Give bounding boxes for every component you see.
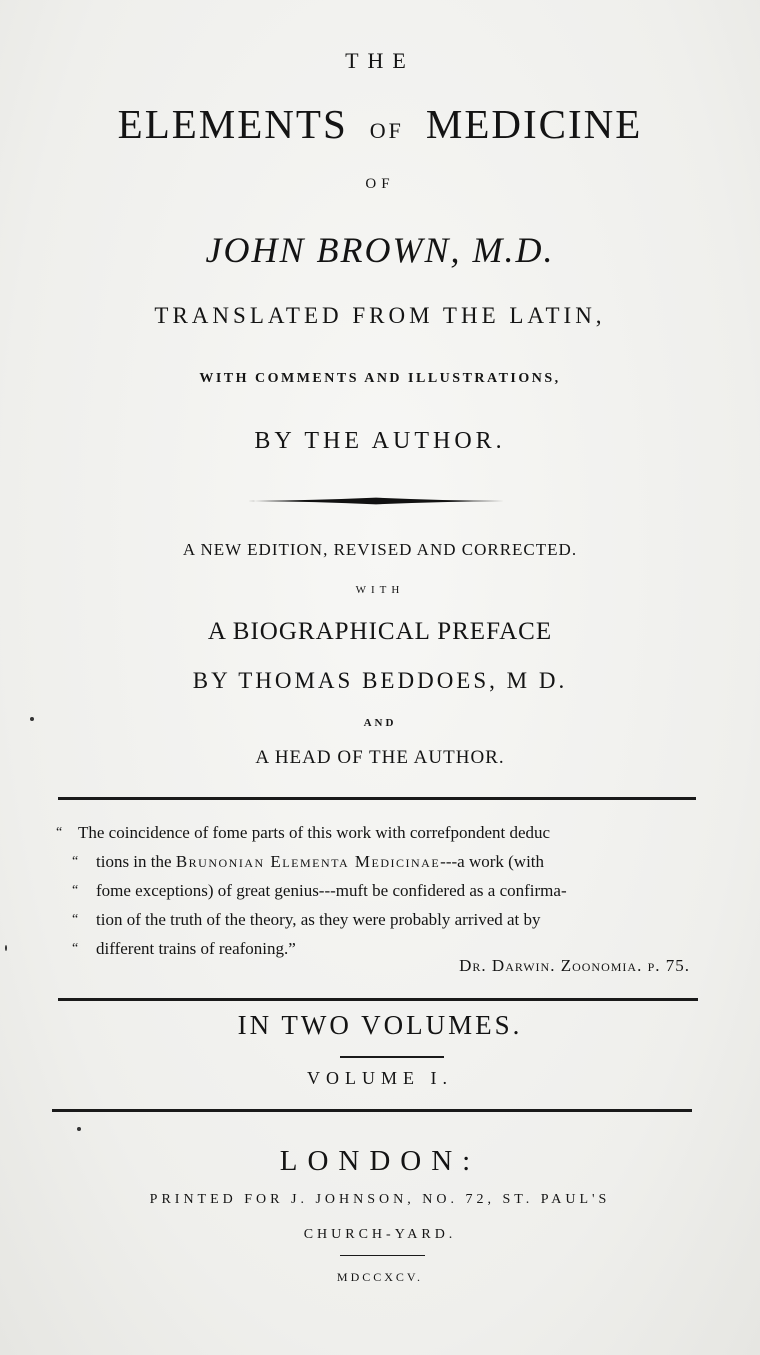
of-line: OF: [365, 176, 395, 192]
ornamental-rule: [248, 497, 504, 505]
quote-text: tion of the truth of the theory, as they were probably arrived at by: [96, 910, 541, 929]
author-name: JOHN BROWN, M.D.: [205, 230, 555, 270]
short-rule: [340, 1056, 444, 1058]
ink-speck: [77, 1127, 81, 1131]
quote-line: [56, 818, 706, 847]
book-title-of: OF: [369, 118, 404, 143]
quote-mark: “: [72, 912, 79, 927]
volume-number: VOLUME I.: [307, 1068, 453, 1088]
quote-text-part: tions in the: [96, 852, 176, 871]
and-line: AND: [363, 717, 397, 729]
biographical-preface-line: A BIOGRAPHICAL PREFACE: [207, 618, 553, 645]
ink-speck: [30, 717, 34, 721]
epigraph-quote: [56, 818, 706, 963]
rule-above-imprint: [52, 1109, 692, 1112]
imprint-city: LONDON:: [279, 1145, 481, 1177]
quote-line: [56, 876, 706, 905]
rule-above-quote: [58, 797, 696, 800]
imprint-address: CHURCH-YARD.: [303, 1227, 457, 1242]
volume-count: IN TWO VOLUMES.: [237, 1010, 523, 1040]
rule-below-quote: [58, 998, 698, 1001]
quote-citation: Dr. Darwin. Zoonomia. p. 75.: [459, 956, 690, 975]
translated-line: TRANSLATED FROM THE LATIN,: [154, 303, 606, 328]
edition-line: A NEW EDITION, REVISED AND CORRECTED.: [182, 540, 578, 559]
comments-line: WITH COMMENTS AND ILLUSTRATIONS,: [199, 371, 561, 386]
quote-mark: “: [72, 941, 79, 956]
quote-mark: “: [72, 854, 79, 869]
imprint-printer: PRINTED FOR J. JOHNSON, NO. 72, ST. PAUL'S: [149, 1192, 611, 1207]
quote-text: fome exceptions) of great genius---muft be confidered as a confirma-: [96, 881, 567, 900]
book-title-medicine: MEDICINE: [425, 101, 643, 147]
book-title-elements: ELEMENTS: [117, 101, 348, 147]
book-title: [0, 100, 760, 148]
by-beddoes-line: BY THOMAS BEDDOES, M D.: [192, 668, 568, 693]
quote-line: [56, 905, 706, 934]
quote-text: The coincidence of fome parts of this work with correfpondent deduc: [78, 823, 551, 842]
quote-mark: “: [72, 883, 79, 898]
quote-text: different trains of reafoning.”: [96, 939, 296, 958]
quote-line: [56, 847, 706, 876]
head-of-author-line: A HEAD OF THE AUTHOR.: [255, 747, 505, 768]
quote-mark: “: [56, 825, 63, 840]
imprint-date: MDCCXCV.: [336, 1270, 424, 1284]
ink-speck: [5, 945, 7, 951]
quote-text-part: ---a work (with: [440, 852, 545, 871]
with-line: WITH: [355, 584, 405, 596]
article-the: THE: [345, 48, 415, 73]
quote-text: [96, 847, 544, 876]
quote-work-title: Brunonian Elementa Medicinae: [175, 852, 441, 871]
by-author-line: BY THE AUTHOR.: [254, 428, 506, 454]
date-rule: [340, 1255, 425, 1256]
